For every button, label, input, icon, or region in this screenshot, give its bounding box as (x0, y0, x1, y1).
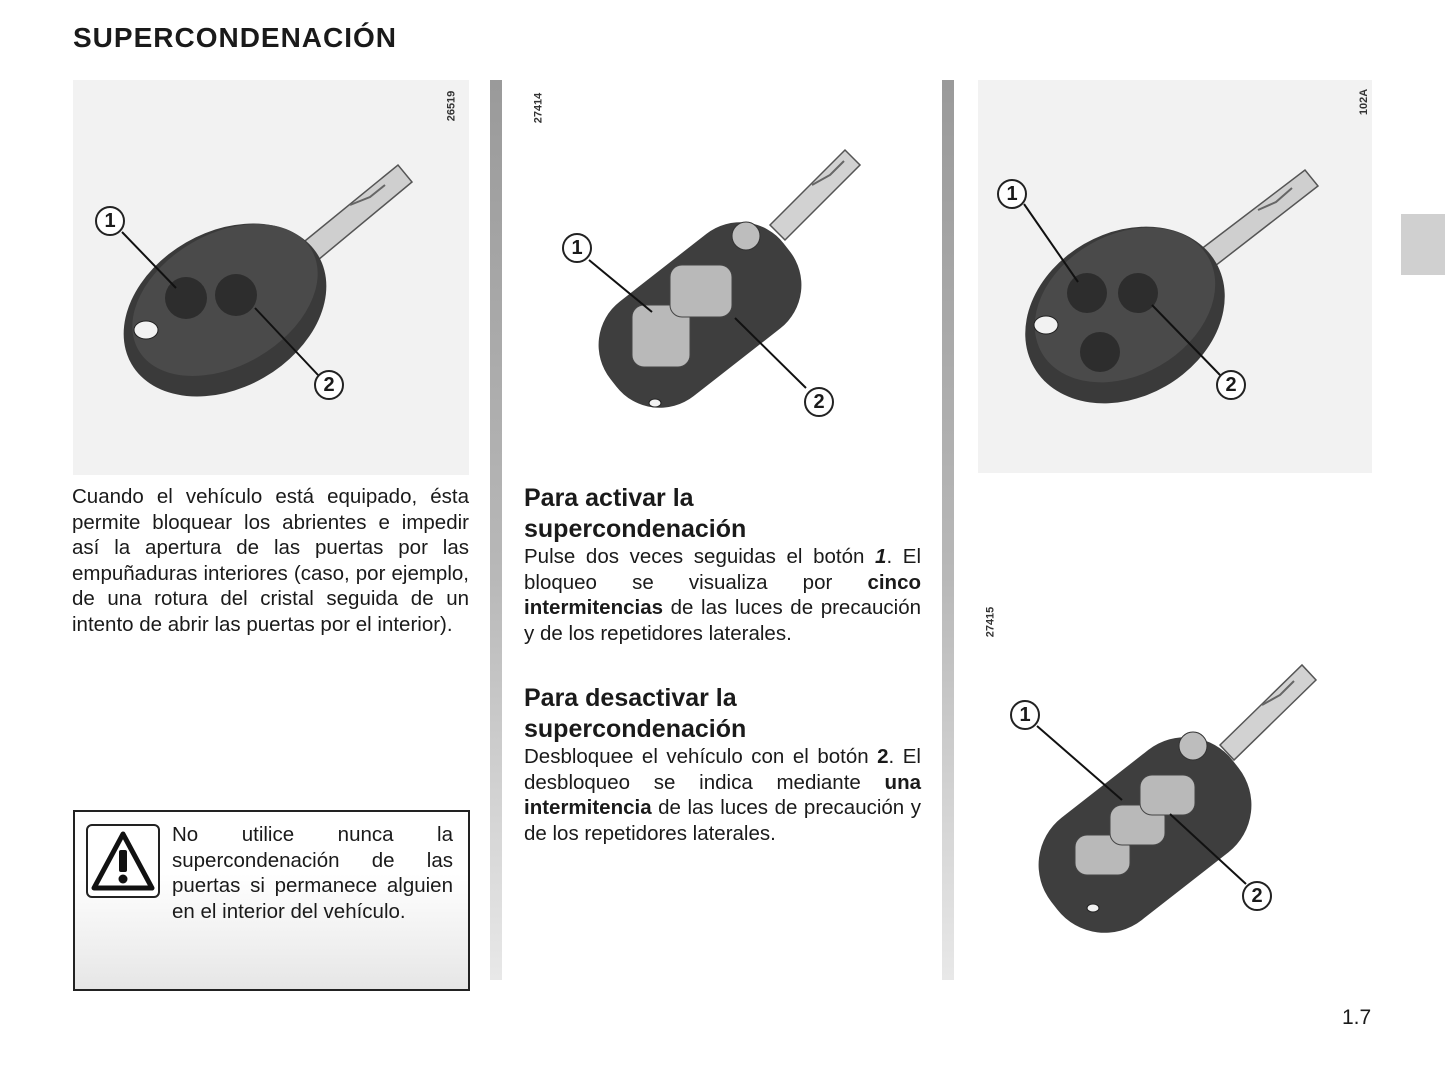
callout-2: 2 (1216, 370, 1246, 400)
callout-1: 1 (95, 206, 125, 236)
callout-1: 1 (562, 233, 592, 263)
deactivate-paragraph (524, 744, 921, 846)
figure-code: 27415 (984, 606, 997, 638)
page-title: SUPERCONDENACIÓN (73, 22, 398, 53)
intro-paragraph: Cuando el vehículo está equipado, ésta permite bloquear los abrientes e impedir así la apertura de las puertas por las empuñaduras interiores (caso, por ejemplo, de una rotura del cristal seguida de un intento de abrir las puertas por el interior). (72, 485, 469, 636)
figure-code: 26519 (445, 90, 458, 122)
callout-1: 1 (997, 179, 1027, 209)
callout-2: 2 (314, 370, 344, 400)
figure-code: 27414 (532, 92, 545, 124)
deactivate-text: Desbloquee el vehículo con el botón (524, 745, 878, 768)
chapter-tab (1401, 214, 1445, 275)
callout-1: 1 (1010, 700, 1040, 730)
page-number: 1.7 (1342, 1006, 1372, 1029)
deactivate-text: . El desbloqueo se indica mediante (524, 745, 921, 794)
deactivate-heading-line2: supercondenación (524, 715, 747, 743)
deactivate-text: de las luces de precaución y de los repetidores laterales. (524, 796, 921, 845)
activate-text: Pulse dos veces seguidas el botón (524, 545, 876, 568)
callout-2: 2 (804, 387, 834, 417)
activate-heading-line2: supercondenación (524, 515, 747, 543)
deactivate-heading (524, 683, 746, 745)
deactivate-heading-line1: Para desactivar la (524, 684, 737, 712)
figure-code: 102A (1358, 88, 1371, 116)
activate-text: de las luces de precaución y de los repetidores laterales. (524, 596, 921, 645)
deactivate-emphasis: una intermitencia (524, 770, 921, 819)
activate-heading-line1: Para activar la (524, 484, 694, 512)
activate-paragraph (524, 544, 921, 646)
activate-button-ref: 1 (875, 545, 887, 568)
warning-text: No utilice nunca la supercondenación de las puertas si permanece alguien en el interior del vehículo. (172, 823, 453, 923)
activate-emphasis: cinco intermitencias (524, 570, 921, 619)
activate-text: . El bloqueo se visualiza por (524, 545, 921, 594)
warning-triangle-icon (86, 824, 160, 898)
callout-2: 2 (1242, 881, 1272, 911)
activate-heading (524, 483, 746, 545)
deactivate-button-ref: 2 (877, 745, 889, 768)
